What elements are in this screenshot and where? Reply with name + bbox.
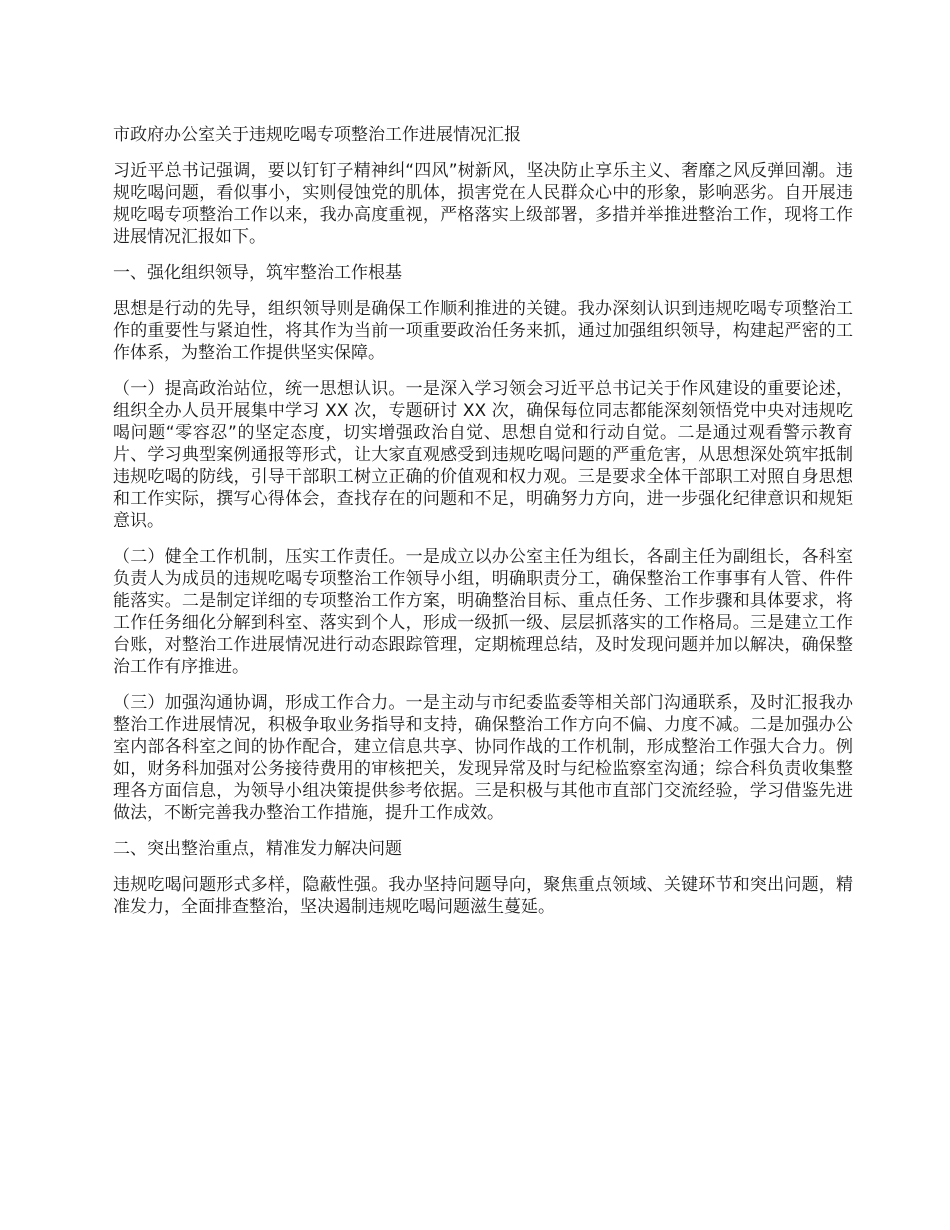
section-2-lead-paragraph: 违规吃喝问题形式多样，隐蔽性强。我办坚持问题导向，聚焦重点领域、关键环节和突出问题，精准发力，全面排查整治，坚决遏制违规吃喝问题滋生蔓延。 xyxy=(113,875,853,917)
document-body xyxy=(113,124,853,932)
section-1-item-3-paragraph: （三）加强沟通协调，形成工作合力。一是主动与市纪委监委等相关部门沟通联系，及时汇报我办整治工作进展情况，积极争取业务指导和支持，确保整治工作方向不偏、力度不减。二是加强办公室内部各科室之间的协作配合，建立信息共享、协同作战的工作机制，形成整治工作强大合力。例如，财务科加强对公务接待费用的审核把关，发现异常及时与纪检监察室沟通；综合科负责收集整理各方面信息，为领导小组决策提供参考依据。三是积极与其他市直部门交流经验，学习借鉴先进做法，不断完善我办整治工作措施，提升工作成效。 xyxy=(113,693,853,823)
section-2-heading: 二、突出整治重点，精准发力解决问题 xyxy=(113,839,402,859)
intro-paragraph: 习近平总书记强调，要以钉钉子精神纠“四风”树新风，坚决防止享乐主义、奢靡之风反弹回潮。违规吃喝问题，看似事小，实则侵蚀党的肌体，损害党在人民群众心中的形象，影响恶劣。自开展违规吃喝专项整治工作以来，我办高度重视，严格落实上级部署，多措并举推进整治工作，现将工作进展情况汇报如下。 xyxy=(113,161,853,247)
document-title: 市政府办公室关于违规吃喝专项整治工作进展情况汇报 xyxy=(113,125,521,145)
section-1-item-1-paragraph: （一）提高政治站位，统一思想认识。一是深入学习领会习近平总书记关于作风建设的重要论述，组织全办人员开展集中学习 XX 次，专题研讨 XX 次，确保每位同志都能深刻领悟党中央对违规吃喝问题“零容忍”的坚定态度，切实增强政治自觉、思想自觉和行动自觉。二是通过观看警示教育片、学习典型案例通报等形式，让大家直观感受到违规吃喝问题的严重危害，从思想深处筑牢抵制违规吃喝的防线，引导干部职工树立正确的价值观和权力观。三是要求全体干部职工对照自身思想和工作实际，撰写心得体会，查找存在的问题和不足，明确努力方向，进一步强化纪律意识和规矩意识。 xyxy=(113,379,853,531)
section-1-lead-paragraph: 思想是行动的先导，组织领导则是确保工作顺利推进的关键。我办深刻认识到违规吃喝专项整治工作的重要性与紧迫性，将其作为当前一项重要政治任务来抓，通过加强组织领导，构建起严密的工作体系，为整治工作提供坚实保障。 xyxy=(113,299,853,363)
section-1-item-2-paragraph: （二）健全工作机制，压实工作责任。一是成立以办公室主任为组长，各副主任为副组长，各科室负责人为成员的违规吃喝专项整治工作领导小组，明确职责分工，确保整治工作事事有人管、件件能落实。二是制定详细的专项整治工作方案，明确整治目标、重点任务、工作步骤和具体要求，将工作任务细化分解到科室、落实到个人，形成一级抓一级、层层抓落实的工作格局。三是建立工作台账，对整治工作进展情况进行动态跟踪管理，定期梳理总结，及时发现问题并加以解决，确保整治工作有序推进。 xyxy=(113,547,853,677)
section-1-heading: 一、强化组织领导，筑牢整治工作根基 xyxy=(113,263,402,283)
